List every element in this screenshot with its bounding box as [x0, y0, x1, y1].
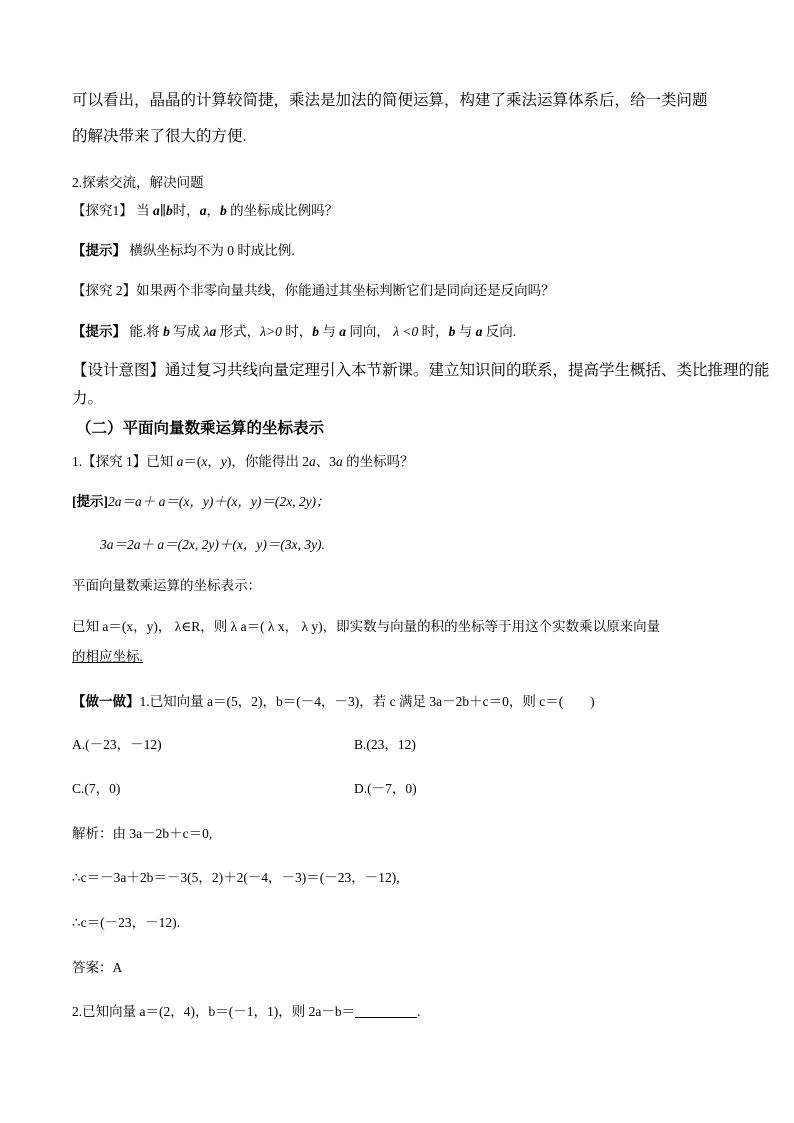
design-intent-line: 【设计意图】通过复习共线向量定理引入本节新课。建立知识间的联系，提高学生概括、类比推理的能: [72, 362, 770, 379]
option-b: B.(23，12): [354, 737, 416, 752]
answer-blank[interactable]: [355, 1003, 417, 1018]
option-c: C.(7，0): [72, 781, 121, 796]
solution-line: ∴c＝－3a＋2b＝－3(5，2)＋2(－4，－3)＝(－23，－12),: [72, 870, 400, 885]
definition-title: 平面向量数乘运算的坐标表示：: [72, 578, 261, 593]
explore-2: 【探究 2】如果两个非零向量共线，你能通过其坐标判断它们是同向还是反向吗？: [72, 283, 555, 298]
underlined-term: 的相应坐标.: [72, 649, 143, 664]
hint-2: 【提示】 能.将 b 写成 λa 形式，λ>0 时，b 与 a 同向， λ <0 时，b 与 a 反向.: [72, 324, 517, 339]
paragraph-line: 的解决带来了很大的方便.: [72, 128, 247, 145]
section-title: （二）平面向量数乘运算的坐标表示: [76, 420, 325, 437]
explore-1: 【探究1】 当 a∥b时，a，b 的坐标成比例吗？: [72, 203, 339, 218]
option-a: A.(－23，－12): [72, 737, 162, 752]
design-intent-line: 力。: [72, 390, 104, 407]
hint-3-line-2: 3a＝2a＋ a＝(2x, 2y)＋(x，y)＝(3x, 3y).: [100, 537, 325, 552]
hint-tag: 【提示】: [72, 243, 126, 258]
definition-line: 已知 a＝(x，y)， λ∈R，则 λ a＝( λ x， λ y)，即实数与向量的积的坐标等于用这个实数乘以原来向量: [72, 619, 661, 634]
explore-tag: 【探究1】: [72, 203, 133, 218]
option-d: D.(－7，0): [354, 781, 417, 796]
hint-3: [提示]2a＝a＋ a＝(x，y)＋(x，y)＝(2x, 2y)；: [72, 494, 330, 509]
subsection-title: 2.探索交流，解决问题: [72, 175, 204, 190]
question-1: 1.【探究 1】已知 a＝(x，y)，你能得出 2a、3a 的坐标吗？: [72, 454, 414, 469]
solution-line: 解析：由 3a－2b＋c＝0,: [72, 826, 213, 841]
practice-question: 【做一做】1.已知向量 a＝(5，2)，b＝(－4，－3)，若 c 满足 3a－2b＋c＝0，则 c＝( ): [72, 694, 595, 709]
question-2: 2.已知向量 a＝(2，4)，b＝(－1，1)，则 2a－b＝ .: [72, 1004, 421, 1019]
solution-line: ∴c＝(－23，－12).: [72, 915, 180, 930]
hint-1: 【提示】 横纵坐标均不为 0 时成比例.: [72, 243, 295, 258]
answer: 答案：A: [72, 960, 123, 975]
paragraph-line: 可以看出，晶晶的计算较简捷，乘法是加法的简便运算，构建了乘法运算体系后，给一类问题: [72, 92, 708, 109]
definition-line: [72, 645, 143, 665]
